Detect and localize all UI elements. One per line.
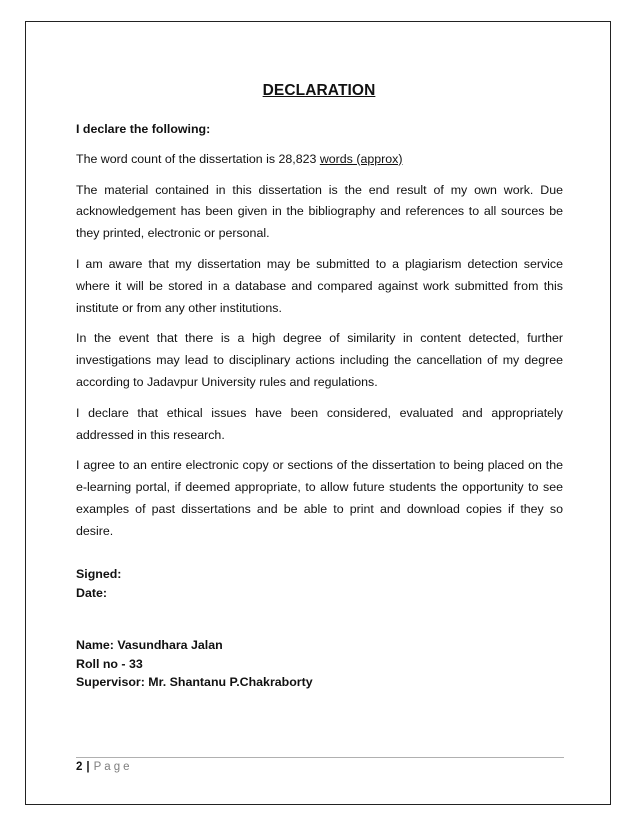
- paragraph-plagiarism: I am aware that my dissertation may be submitted to a plagiarism detection service where it will be stored in a database and compared against work submitted from this institute or from any other institutions.: [76, 256, 563, 315]
- word-count-statement: [76, 149, 563, 171]
- author-details: [76, 636, 556, 692]
- supervisor-name: Supervisor: Mr. Shantanu P.Chakraborty: [76, 675, 313, 689]
- signature-block: [76, 565, 556, 602]
- declaration-body: [76, 119, 563, 552]
- paragraph-similarity: In the event that there is a high degree of similarity in content detected, further investigations may lead to disciplinary actions including the cancellation of my degree according to Jadavpur University rules and regulations.: [76, 331, 563, 389]
- page-title: DECLARATION: [262, 82, 376, 99]
- page-number: 2: [76, 761, 83, 773]
- page-word: Page: [93, 761, 133, 773]
- page-footer: [76, 761, 132, 773]
- intro-statement: I declare the following:: [76, 122, 211, 136]
- roll-number: Roll no - 33: [76, 656, 143, 671]
- author-name: Name: Vasundhara Jalan: [76, 638, 223, 652]
- paragraph-ethics: I declare that ethical issues have been considered, evaluated and appropriately addressed in this research.: [76, 405, 563, 442]
- footer-separator: |: [86, 761, 90, 773]
- signed-label: Signed:: [76, 567, 122, 581]
- date-label: Date:: [76, 585, 107, 600]
- word-count-text: The word count of the dissertation is 28,823: [76, 151, 320, 166]
- paragraph-e-learning: I agree to an entire electronic copy or sections of the dissertation to being placed on the e-learning portal, if deemed appropriate, to allow future students the opportunity to see examples of past dissertations and be able to print and download copies if they so desire.: [76, 458, 563, 538]
- paragraph-own-work: The material contained in this dissertation is the end result of my own work. Due acknowledgement has been given in the bibliography and references to all sources be they printed, electronic or personal.: [76, 182, 563, 241]
- word-count-approx: words (approx): [319, 151, 403, 166]
- footer-divider: [76, 757, 564, 758]
